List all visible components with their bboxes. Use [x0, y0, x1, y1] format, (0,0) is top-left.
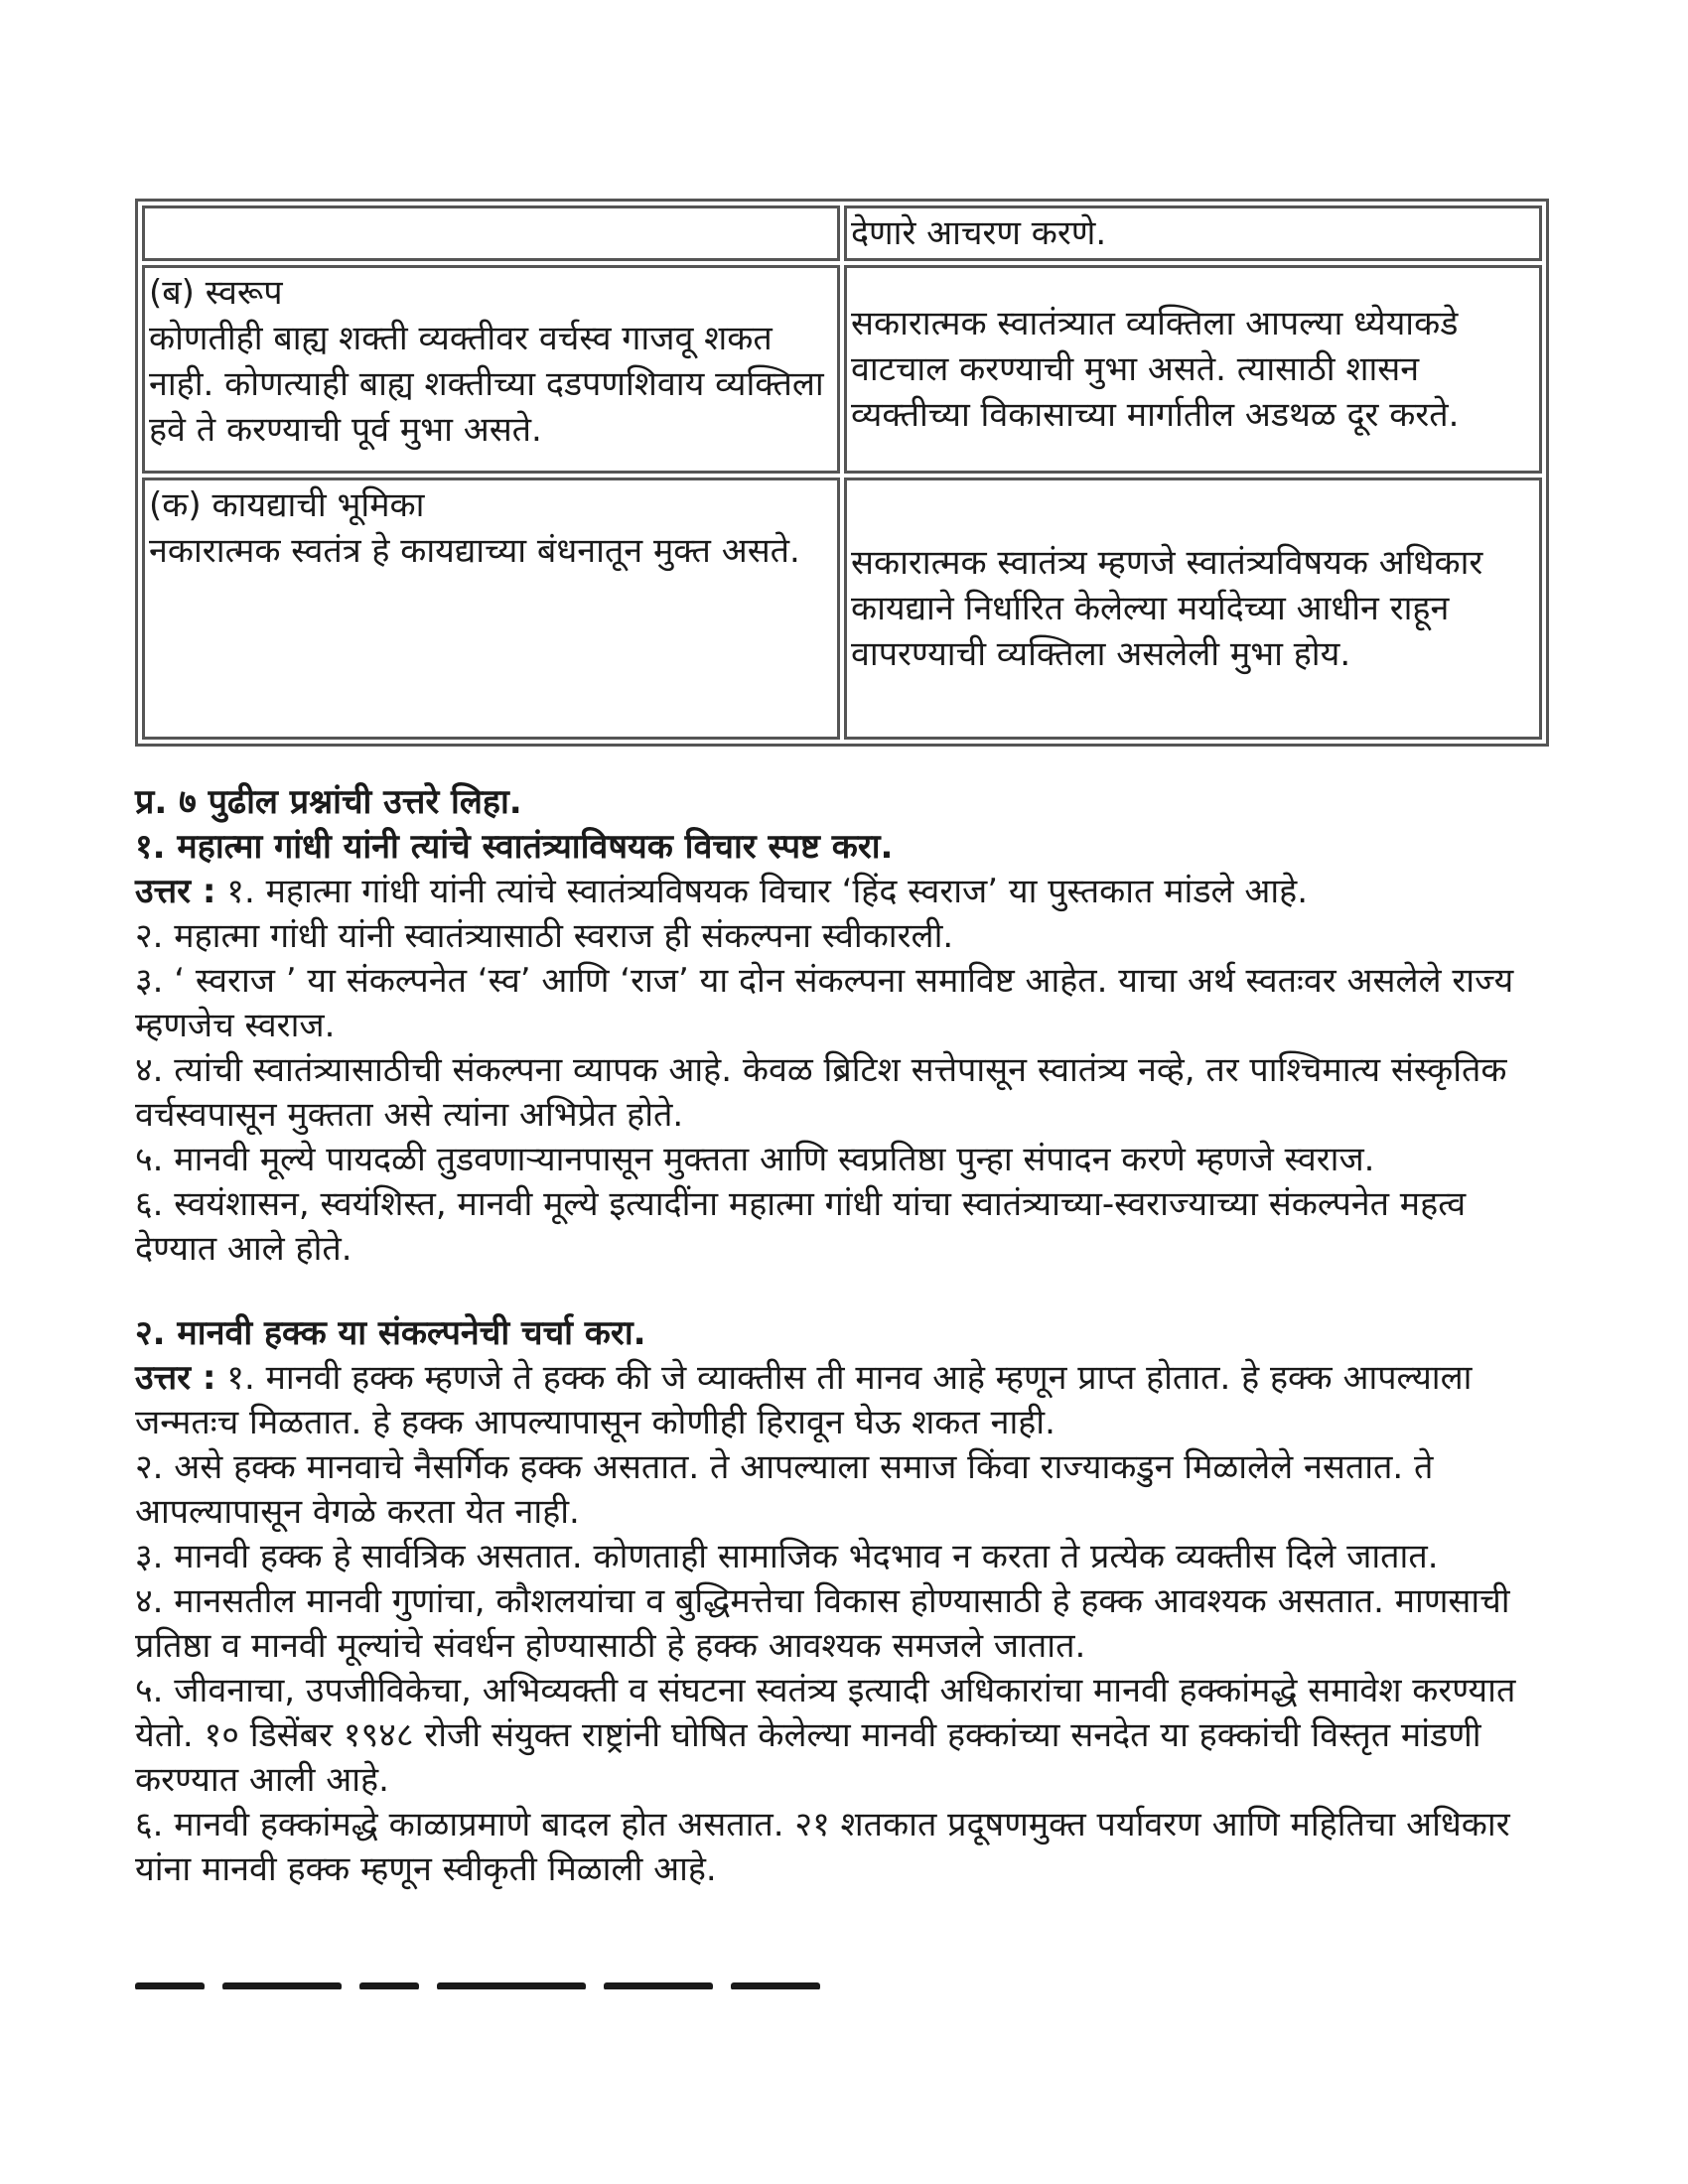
table-cell-left [142, 478, 840, 740]
cut-off-text-line [135, 1976, 949, 1989]
answer-label: उत्तर : [135, 872, 216, 911]
cell-text: नकारात्मक स्वतंत्र हे कायद्याच्या बंधनातून मुक्त असते. [149, 531, 800, 571]
question-heading: १. महात्मा गांधी यांनी त्यांचे स्वातंत्र्याविषयक विचार स्पष्ट करा. [135, 827, 894, 867]
answer-point: ४. त्यांची स्वातंत्र्यासाठीची संकल्पना व्यापक आहे. केवळ ब्रिटिश सत्तेपासून स्वातंत्र्य नव्हे, तर पाश्चिमात्य संस्कृतिक वर्चस्वपासून मुक्तता असे त्यांना अभिप्रेत होते. [135, 1050, 1507, 1135]
section-title: प्र. ७ पुढील प्रश्नांची उत्तरे लिहा. [135, 782, 522, 822]
table-cell-right: सकारात्मक स्वातंत्र्य म्हणजे स्वातंत्र्यविषयक अधिकार कायद्याने निर्धारित केलेल्या मर्यादेच्या आधीन राहून वापरण्याची व्यक्तिला असलेली मुभा होय. [844, 478, 1542, 740]
answer-point: ५. जीवनाचा, उपजीविकेचा, अभिव्यक्ती व संघटना स्वतंत्र्य इत्यादी अधिकारांचा मानवी हक्कांमद्धे समावेश करण्यात येतो. १० डिसेंबर १९४८ रोजी संयुक्त राष्ट्रांनी घोषित केलेल्या मानवी हक्कांच्या सनदेत या हक्कांची विस्तृत मांडणी करण्यात आली आहे. [135, 1671, 1516, 1800]
answer-point: उत्तर : १. मानवी हक्क म्हणजे ते हक्क की जे व्याक्तीस ती मानव आहे म्हणून प्राप्त होतात. हे हक्क आपल्याला जन्मतःच मिळतात. हे हक्क आपल्यापासून कोणीही हिरावून घेऊ शकत नाही. [135, 1358, 1473, 1442]
answer-point: ४. मानसतील मानवी गुणांचा, कौशलयांचा व बुद्धिमत्तेचा विकास होण्यासाठी हे हक्क आवश्यक असतात. माणसाची प्रतिष्ठा व मानवी मूल्यांचे संवर्धन होण्यासाठी हे हक्क आवश्यक समजले जातात. [135, 1581, 1510, 1666]
answer-point: ५. मानवी मूल्ये पायदळी तुडवणाऱ्यानपासून मुक्तता आणि स्वप्रतिष्ठा पुन्हा संपादन करणे म्हणजे स्वराज. [135, 1140, 1375, 1179]
table-cell-right: सकारात्मक स्वातंत्र्यात व्यक्तिला आपल्या ध्येयाकडे वाटचाल करण्याची मुभा असते. त्यासाठी शासन व्यक्तीच्या विकासाच्या मार्गातील अडथळ दूर करते. [844, 265, 1542, 474]
answer-label: उत्तर : [135, 1358, 216, 1398]
answer-point: ३. ‘ स्वराज ’ या संकल्पनेत ‘स्व’ आणि ‘राज’ या दोन संकल्पना समाविष्ट आहेत. याचा अर्थ स्वतःवर असलेले राज्य म्हणजेच स्वराज. [135, 961, 1514, 1045]
table-row [142, 478, 1542, 740]
answer-point: उत्तर : १. महात्मा गांधी यांनी त्यांचे स्वातंत्र्यविषयक विचार ‘हिंद स्वराज’ या पुस्तकात मांडले आहे. [135, 872, 1309, 911]
table-row [142, 265, 1542, 474]
answer-point: २. महात्मा गांधी यांनी स्वातंत्र्यासाठी स्वराज ही संकल्पना स्वीकारली. [135, 916, 954, 956]
answer-point: ६. स्वयंशासन, स्वयंशिस्त, मानवी मूल्ये इत्यादींना महात्मा गांधी यांचा स्वातंत्र्याच्या-स्वराज्याच्या संकल्पनेत महत्व देण्यात आले होते. [135, 1184, 1467, 1269]
cell-text: कोणतीही बाह्य शक्ती व्यक्तीवर वर्चस्व गाजवू शकत नाही. कोणत्याही बाह्य शक्तीच्या दडपणशिवाय व्यक्तिला हवे ते करण्याची पूर्व मुभा असते. [149, 319, 824, 450]
cell-heading: (ब) स्वरूप [149, 273, 283, 313]
comparison-table [135, 199, 1549, 747]
answer-point: ६. मानवी हक्कांमद्धे काळाप्रमाणे बादल होत असतात. २१ शतकात प्रदूषणमुक्त पर्यावरण आणि महितिचा अधिकार यांना मानवी हक्क म्हणून स्वीकृती मिळाली आहे. [135, 1805, 1510, 1889]
table-cell-left [142, 265, 840, 474]
cell-heading: (क) कायद्याची भूमिका [149, 485, 425, 525]
table-cell-right: देणारे आचरण करणे. [844, 205, 1542, 261]
answers-section [135, 780, 1555, 1892]
table-cell-left [142, 205, 840, 261]
table-row [142, 205, 1542, 261]
question-heading: २. मानवी हक्क या संकल्पनेची चर्चा करा. [135, 1313, 646, 1353]
answer-point: २. असे हक्क मानवाचे नैसर्गिक हक्क असतात. ते आपल्याला समाज किंवा राज्याकडुन मिळालेले नसतात. ते आपल्यापासून वेगळे करता येत नाही. [135, 1447, 1434, 1532]
answer-point: ३. मानवी हक्क हे सार्वत्रिक असतात. कोणताही सामाजिक भेदभाव न करता ते प्रत्येक व्यक्तीस दिले जातात. [135, 1537, 1439, 1576]
